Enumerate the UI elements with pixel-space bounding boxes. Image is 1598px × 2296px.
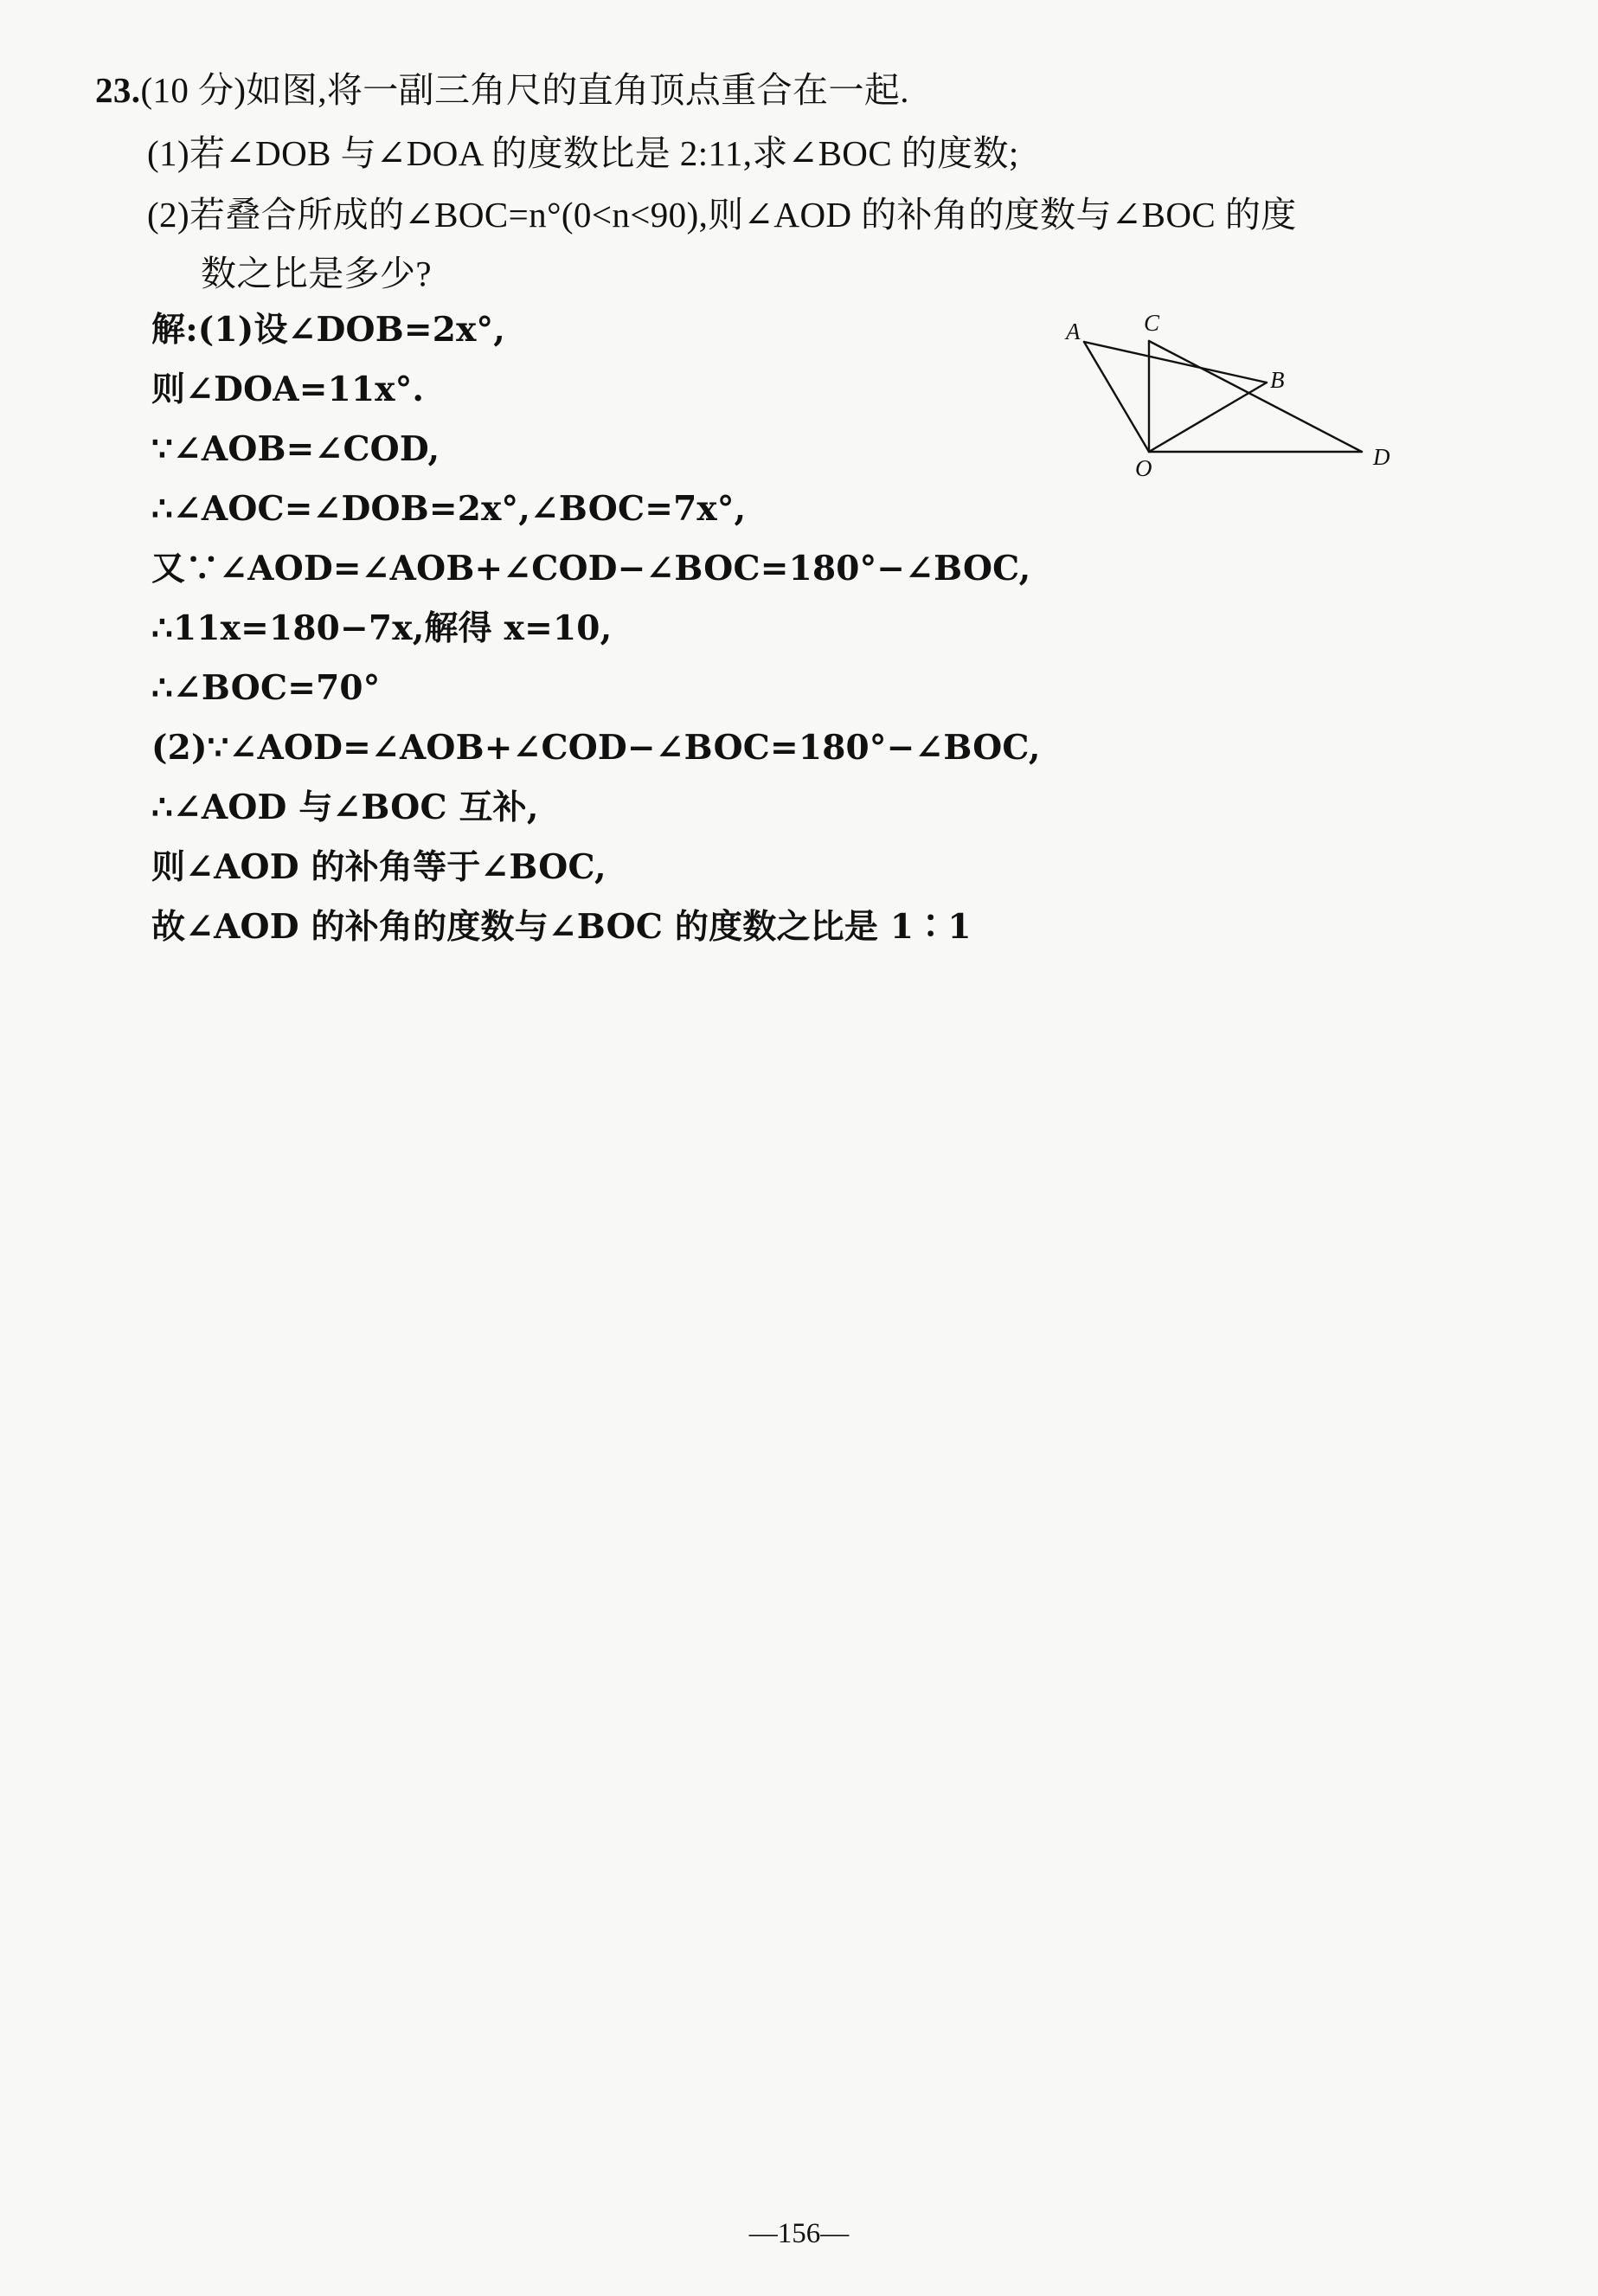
solution-line-8: (2)∵∠AOD=∠AOB+∠COD−∠BOC=180°−∠BOC,	[151, 728, 1041, 768]
triangle-rulers-figure	[1062, 305, 1409, 482]
question-intro: (10 分)如图,将一副三角尺的直角顶点重合在一起.	[140, 70, 909, 110]
question-header	[95, 70, 909, 110]
solution-line-4: ∴∠AOC=∠DOB=2x°,∠BOC=7x°,	[151, 489, 747, 529]
solution-line-7: ∴∠BOC=70°	[151, 668, 381, 708]
segment-cd	[1149, 341, 1362, 452]
solution-line-11: 故∠AOD 的补角的度数与∠BOC 的度数之比是 1∶1	[151, 907, 972, 947]
point-label-a: A	[1066, 318, 1081, 344]
solution-line-2: 则∠DOA=11x°.	[151, 370, 425, 409]
solution-line-6: ∴11x=180−7x,解得 x=10,	[151, 608, 613, 648]
point-label-b: B	[1270, 367, 1285, 393]
geometry-diagram	[1062, 305, 1409, 482]
point-label-d: D	[1373, 444, 1390, 470]
solution-line-1: 解:(1)设∠DOB=2x°,	[151, 310, 506, 350]
question-number: 23.	[95, 70, 141, 110]
solution-line-3: ∵∠AOB=∠COD,	[151, 429, 440, 469]
solution-line-10: 则∠AOD 的补角等于∠BOC,	[151, 847, 606, 887]
question-part-2-line-2: 数之比是多少?	[201, 254, 432, 293]
segment-ab	[1084, 342, 1267, 383]
point-label-c: C	[1144, 310, 1160, 336]
solution-line-5: 又∵∠AOD=∠AOB+∠COD−∠BOC=180°−∠BOC,	[151, 549, 1031, 588]
point-label-o: O	[1135, 455, 1152, 481]
question-part-1: (1)若∠DOB 与∠DOA 的度数比是 2:11,求∠BOC 的度数;	[147, 133, 1019, 173]
question-part-2-line-1: (2)若叠合所成的∠BOC=n°(0<n<90),则∠AOD 的补角的度数与∠BOC 的度	[147, 195, 1297, 235]
solution-line-9: ∴∠AOD 与∠BOC 互补,	[151, 788, 539, 827]
page-number: —156—	[748, 2218, 850, 2249]
segment-ao	[1084, 342, 1149, 452]
